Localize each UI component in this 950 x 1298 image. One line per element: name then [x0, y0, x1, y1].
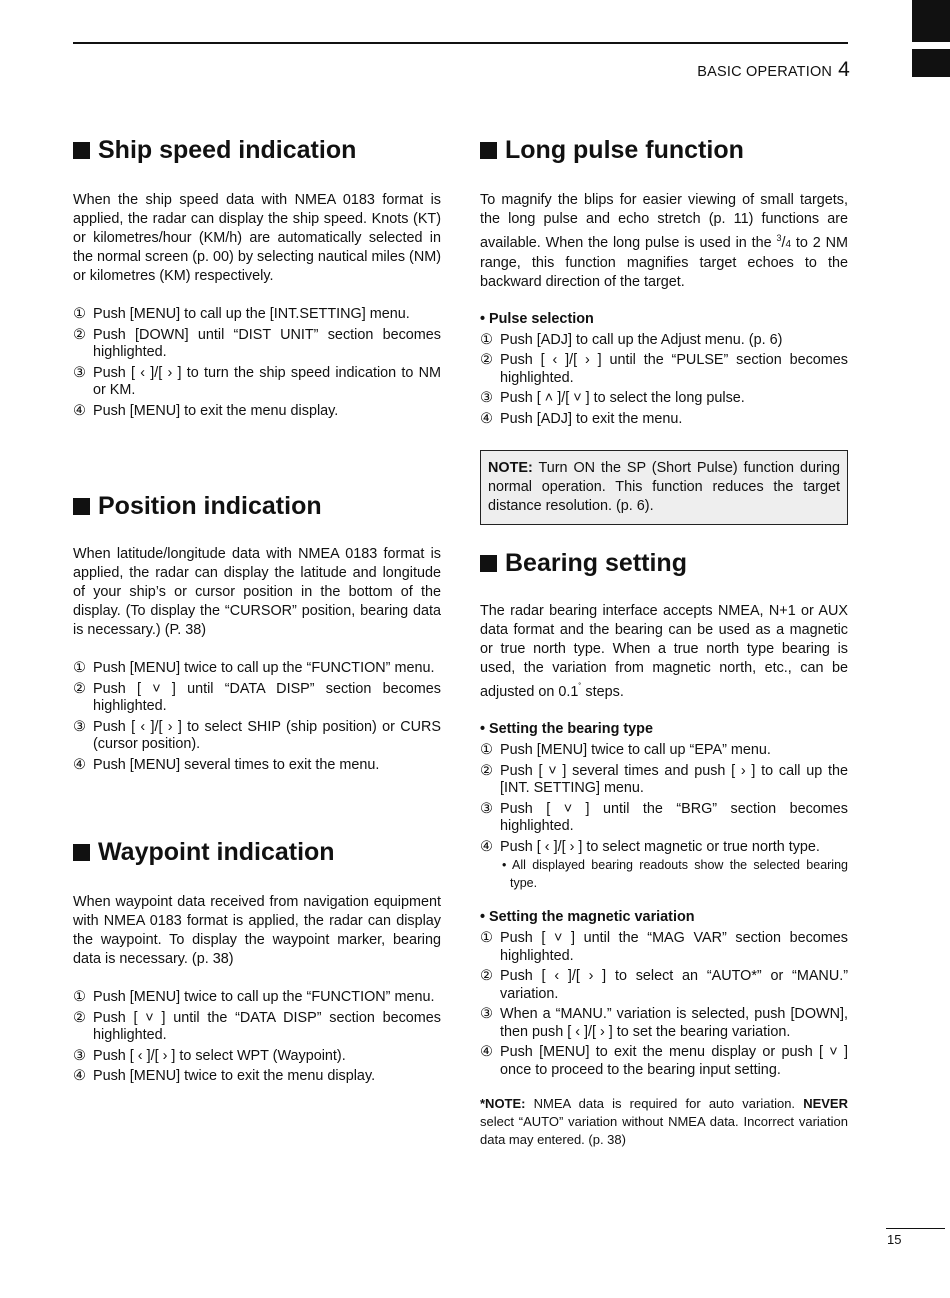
step: ③ Push [ ‹ ]/[ › ] to select SHIP (ship position) or CURS (cursor position).	[73, 718, 441, 752]
step: ③ Push [ ˄ ]/[ ˅ ] to select the long pulse.	[480, 390, 745, 407]
step-list	[480, 332, 848, 429]
step: ④ Push [ADJ] to exit the menu.	[480, 410, 683, 427]
step: ② Push [ ‹ ]/[ › ] until the “PULSE” section becomes highlighted.	[480, 352, 848, 386]
step: ② Push [ ‹ ]/[ › ] to select an “AUTO*” or “MANU.” variation.	[480, 968, 848, 1002]
step: ④ Push [MENU] to exit the menu display.	[73, 402, 339, 419]
step: ④ Push [MENU] several times to exit the menu.	[73, 756, 380, 773]
section-long-pulse	[480, 136, 848, 525]
step-list	[73, 660, 441, 774]
running-header	[697, 58, 850, 82]
step: ① Push [MENU] twice to call up “EPA” menu.	[480, 742, 771, 759]
section-title: Waypoint indication	[73, 838, 441, 867]
header-rule	[73, 42, 848, 44]
step: ④ Push [MENU] twice to exit the menu display.	[73, 1068, 376, 1084]
bullet-note: • All displayed bearing readouts show the selected bearing type.	[502, 858, 848, 891]
degree-mark: ˚	[578, 682, 582, 693]
section-bearing	[480, 549, 848, 1149]
left-column	[73, 136, 441, 1089]
step: ③ Push [ ˅ ] until the “BRG” section becomes highlighted.	[480, 800, 848, 835]
step-list	[480, 930, 848, 1079]
step: ④ Push [ ‹ ]/[ › ] to select magnetic or true north type.	[480, 838, 820, 855]
header-section: BASIC OPERATION	[697, 64, 833, 80]
footnote: *NOTE: NMEA data is required for auto variation. NEVER select “AUTO” variation without NMEA data. Incorrect variation data may entered. (p. 38)	[480, 1096, 848, 1148]
step: ① Push [ ˅ ] until the “MAG VAR” section becomes highlighted.	[480, 930, 848, 964]
section-ship-speed	[73, 136, 441, 420]
section-body: When the ship speed data with NMEA 0183 format is applied, the radar can display the ship speed. Knots (KT) or kilometres/hour (KM/h) are automatically selected in the normal screen (p. 00) by selecting nautical miles (NM) or kilometres (KM) respectively.	[73, 192, 441, 284]
section-body: When waypoint data received from navigation equipment with NMEA 0183 format is applied, the radar can display the waypoint. To display the waypoint marker, bearing data is necessary. (p. 38)	[73, 894, 441, 967]
section-body: To magnify the blips for easier viewing of small targets, the long pulse and echo stretch (p. 11) functions are available. When the long pulse is used in the $^3$/4 to 2 NM range, this function magnifies target echoes to the backward direction of the target.	[480, 192, 849, 290]
step-list	[73, 306, 441, 420]
section-position	[73, 492, 441, 774]
step: ① Push [MENU] to call up the [INT.SETTING] menu.	[73, 306, 410, 322]
header-chapter: 4	[838, 58, 850, 81]
square-bullet-icon	[73, 498, 90, 515]
section-body: When latitude/longitude data with NMEA 0183 format is applied, the radar can display the latitude and longitude of your ship’s or cursor position in the bottom of the display. (To display the “CURSOR” position, bearing data is necessary.) (P. 38)	[73, 546, 441, 638]
step: ② Push [ ˅ ] several times and push [ › ] to call up the [INT. SETTING] menu.	[480, 762, 848, 797]
note-box: NOTE: Turn ON the SP (Short Pulse) function during normal operation. This function reduces the target distance resolution. (p. 6).	[480, 450, 848, 525]
step: ① Push [MENU] twice to call up the “FUNCTION” menu.	[73, 660, 435, 676]
right-column	[480, 136, 848, 1149]
subheading: • Setting the magnetic variation	[480, 909, 695, 926]
section-title: Bearing setting	[480, 549, 848, 578]
step: ② Push [DOWN] until “DIST UNIT” section becomes highlighted.	[73, 326, 441, 360]
chapter-tab-lower	[912, 49, 950, 77]
step: ① Push [ADJ] to call up the Adjust menu. (p. 6)	[480, 331, 783, 348]
page-number: 15	[887, 1232, 902, 1247]
chapter-tab-upper	[912, 0, 950, 42]
step: ① Push [MENU] twice to call up the “FUNCTION” menu.	[73, 989, 435, 1005]
subheading: • Pulse selection	[480, 310, 594, 327]
step: ③ When a “MANU.” variation is selected, push [DOWN], then push [ ‹ ]/[ › ] to set the bearing variation.	[480, 1006, 848, 1040]
step: ② Push [ ˅ ] until the “DATA DISP” section becomes highlighted.	[73, 1009, 441, 1043]
fraction-denominator: 4	[785, 238, 792, 250]
square-bullet-icon	[480, 555, 497, 572]
square-bullet-icon	[73, 844, 90, 861]
fraction-numerator: 3	[776, 233, 782, 243]
section-body: The radar bearing interface accepts NMEA, N+1 or AUX data format and the bearing can be used as a magnetic or true north type. When a true north type bearing is used, the variation from magnetic north, etc., can be adjusted on 0.1˚ steps.	[480, 603, 848, 701]
square-bullet-icon	[480, 142, 497, 159]
section-title: Position indication	[73, 492, 441, 521]
step: ④ Push [MENU] to exit the menu display or push [ ˅ ] once to proceed to the bearing input setting.	[480, 1044, 848, 1078]
section-title: Ship speed indication	[73, 136, 441, 165]
square-bullet-icon	[73, 142, 90, 159]
step-list	[480, 742, 848, 856]
step: ② Push [ ˅ ] until “DATA DISP” section becomes highlighted.	[73, 680, 441, 714]
section-title: Long pulse function	[480, 136, 848, 165]
step-list	[73, 989, 441, 1086]
footer-rule	[886, 1228, 945, 1229]
section-waypoint	[73, 838, 441, 1086]
step: ③ Push [ ‹ ]/[ › ] to select WPT (Waypoint).	[73, 1047, 346, 1064]
subheading: • Setting the bearing type	[480, 721, 653, 738]
step: ③ Push [ ‹ ]/[ › ] to turn the ship speed indication to NM or KM.	[73, 364, 441, 398]
